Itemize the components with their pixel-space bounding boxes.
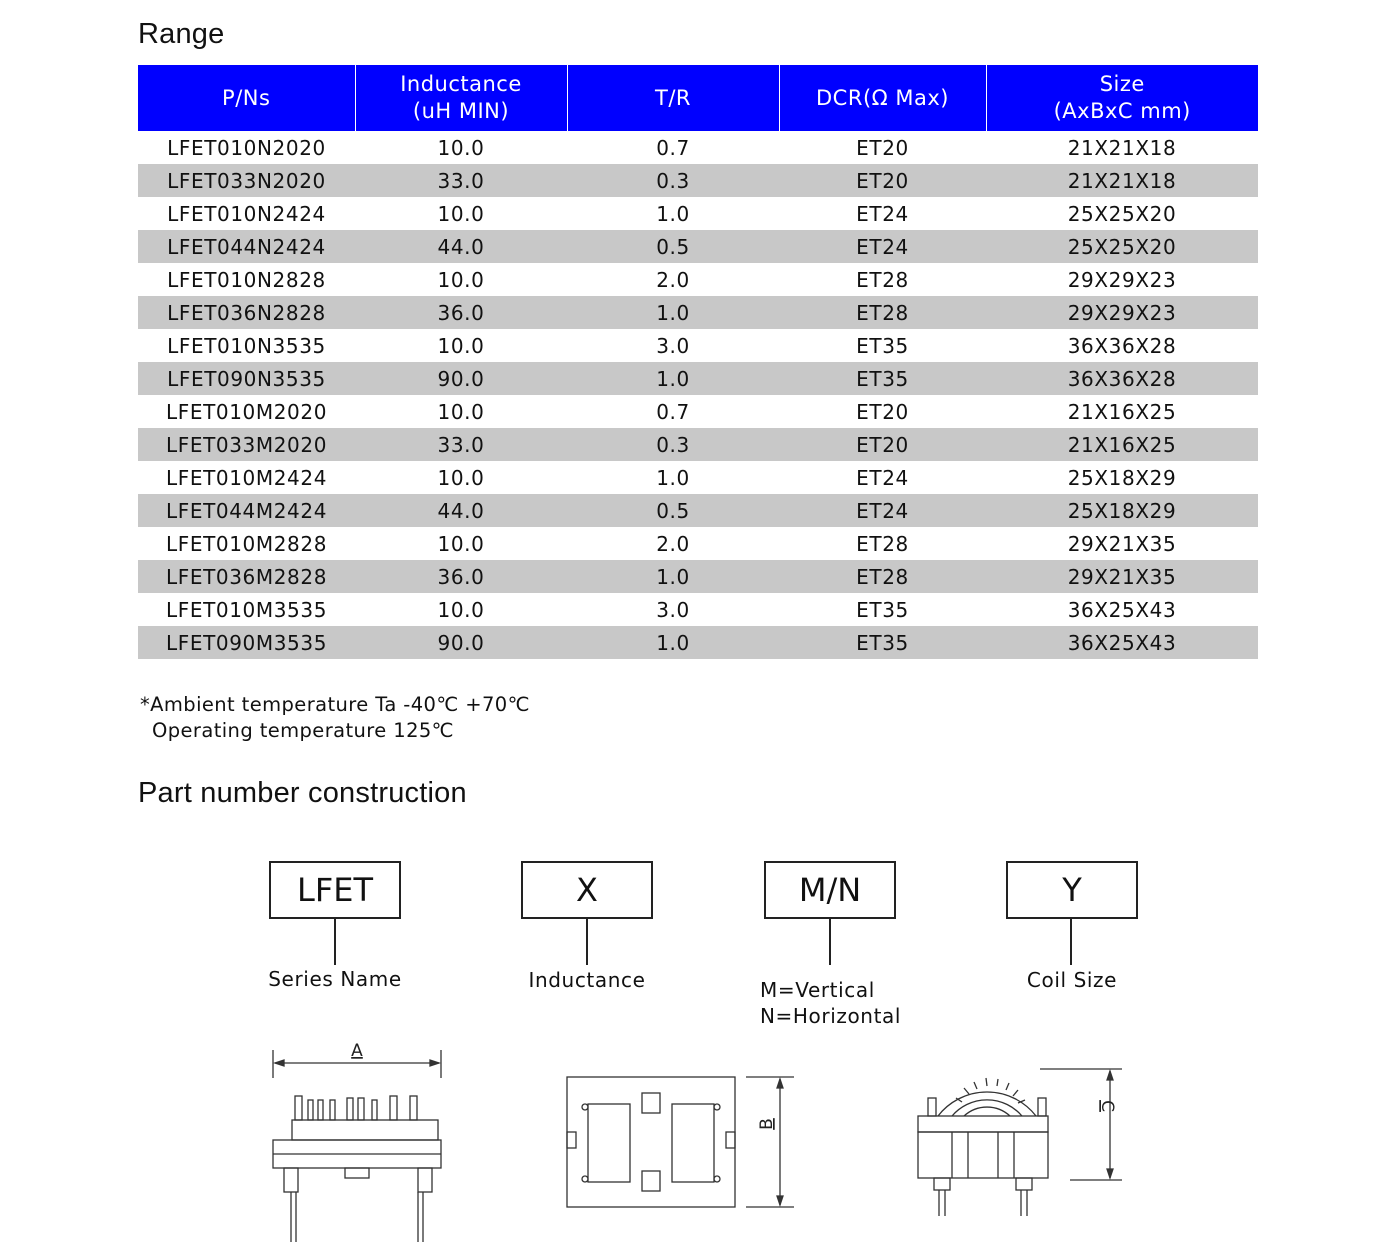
size-cell: 29X29X23 [986, 296, 1258, 329]
tr-cell: 0.5 [567, 230, 779, 263]
dcr-cell: ET24 [779, 494, 986, 527]
inductance-cell: 33.0 [355, 164, 567, 197]
tr-cell: 0.3 [567, 164, 779, 197]
tr-cell: 2.0 [656, 531, 690, 556]
tr-cell: 0.7 [656, 399, 690, 424]
tr-cell: 3.0 [656, 597, 690, 622]
header-pns: P/Ns [138, 65, 355, 131]
size-cell: 29X21X35 [986, 560, 1258, 593]
tr-cell: 1.0 [567, 626, 779, 659]
orientation-code-box: M/N [764, 861, 896, 919]
tr-cell: 0.5 [567, 494, 779, 527]
size-cell: 25X18X29 [1067, 465, 1177, 490]
table-row [138, 593, 1258, 626]
inductance-cell: 36.0 [355, 296, 567, 329]
size-cell: 36X25X43 [1067, 597, 1177, 622]
coil-size-code-box: Y [1006, 861, 1138, 919]
dimension-a-label: A [351, 1041, 363, 1061]
tr-cell: 1.0 [656, 465, 690, 490]
size-cell: 21X16X25 [1067, 399, 1177, 424]
part-number-cell: LFET010M2424 [165, 465, 328, 490]
table-row [138, 395, 1258, 428]
part-number-title: Part number construction [138, 777, 467, 809]
dcr-cell: ET24 [856, 465, 909, 490]
part-number-cell: LFET036N2828 [138, 296, 355, 329]
inductance-cell: 10.0 [437, 597, 485, 622]
header-inductance: Inductance (uH MIN) [355, 65, 567, 131]
front-view-drawing [262, 1036, 452, 1248]
range-table-body [138, 131, 1258, 659]
part-number-cell: LFET044M2424 [138, 494, 355, 527]
size-cell: 36X36X28 [1067, 333, 1177, 358]
part-number-cell: LFET010M2828 [165, 531, 328, 556]
dcr-cell: ET20 [856, 399, 909, 424]
dcr-cell: ET24 [856, 201, 909, 226]
series-name-label: Series Name [268, 967, 402, 991]
dcr-cell: ET28 [779, 296, 986, 329]
operating-temperature-note: Operating temperature 125℃ [152, 719, 454, 742]
inductance-cell: 10.0 [437, 135, 485, 160]
table-row [138, 263, 1258, 296]
inductance-cell: 44.0 [355, 230, 567, 263]
table-row [138, 164, 1258, 197]
size-cell: 21X21X18 [1067, 135, 1177, 160]
size-cell: 21X16X25 [986, 428, 1258, 461]
dcr-cell: ET20 [779, 164, 986, 197]
inductance-cell: 10.0 [437, 399, 485, 424]
size-cell: 21X21X18 [986, 164, 1258, 197]
table-row [138, 230, 1258, 263]
range-title: Range [138, 18, 225, 50]
dcr-cell: ET24 [779, 230, 986, 263]
range-table [138, 65, 1258, 659]
size-cell: 25X18X29 [986, 494, 1258, 527]
table-row [138, 527, 1258, 560]
part-number-cell: LFET010N2424 [167, 201, 326, 226]
table-row [138, 560, 1258, 593]
tr-cell: 3.0 [656, 333, 690, 358]
size-cell: 29X21X35 [1067, 531, 1177, 556]
series-connector-line [334, 918, 336, 965]
size-cell: 25X25X20 [986, 230, 1258, 263]
horizontal-label: N=Horizontal [760, 1004, 902, 1028]
tr-cell: 1.0 [567, 296, 779, 329]
table-row [138, 296, 1258, 329]
tr-cell: 0.3 [567, 428, 779, 461]
dimension-b-label: B [757, 1118, 777, 1130]
tr-cell: 1.0 [656, 201, 690, 226]
inductance-cell: 90.0 [355, 626, 567, 659]
table-row [138, 461, 1258, 494]
inductance-cell: 10.0 [437, 333, 485, 358]
header-tr: T/R [567, 65, 779, 131]
part-number-cell: LFET033M2020 [138, 428, 355, 461]
dcr-cell: ET20 [779, 428, 986, 461]
part-number-cell: LFET036M2828 [138, 560, 355, 593]
series-code-box: LFET [269, 861, 401, 919]
coil-size-connector-line [1070, 918, 1072, 965]
dcr-cell: ET28 [779, 560, 986, 593]
inductance-cell: 36.0 [355, 560, 567, 593]
side-view-drawing [912, 1036, 1132, 1218]
table-row [138, 626, 1258, 659]
dcr-cell: ET28 [856, 531, 909, 556]
tr-cell: 2.0 [656, 267, 690, 292]
tr-cell: 0.7 [656, 135, 690, 160]
top-view-drawing [560, 1036, 800, 1218]
inductance-cell: 44.0 [355, 494, 567, 527]
tr-cell: 1.0 [567, 362, 779, 395]
inductance-code-box: X [521, 861, 653, 919]
part-number-cell: LFET044N2424 [138, 230, 355, 263]
inductance-cell: 10.0 [437, 201, 485, 226]
orientation-connector-line [829, 918, 831, 965]
coil-size-label: Coil Size [1026, 968, 1118, 992]
dcr-cell: ET20 [856, 135, 909, 160]
size-cell: 29X29X23 [1067, 267, 1177, 292]
table-row [138, 494, 1258, 527]
dcr-cell: ET35 [779, 362, 986, 395]
ambient-temperature-note: *Ambient temperature Ta -40℃ +70℃ [140, 693, 530, 716]
tr-cell: 1.0 [567, 560, 779, 593]
size-cell: 36X36X28 [986, 362, 1258, 395]
dcr-cell: ET35 [856, 333, 909, 358]
dcr-cell: ET35 [856, 597, 909, 622]
vertical-label: M=Vertical [760, 978, 875, 1002]
part-number-cell: LFET010N2020 [167, 135, 326, 160]
dcr-cell: ET28 [856, 267, 909, 292]
inductance-cell: 10.0 [437, 465, 485, 490]
part-number-cell: LFET010M2020 [165, 399, 328, 424]
table-row [138, 197, 1258, 230]
dimension-c-label: C [1097, 1100, 1117, 1112]
table-row [138, 131, 1258, 164]
table-row [138, 362, 1258, 395]
dcr-cell: ET35 [779, 626, 986, 659]
inductance-cell: 10.0 [437, 267, 485, 292]
inductance-cell: 90.0 [355, 362, 567, 395]
inductance-label: Inductance [528, 968, 646, 992]
part-number-cell: LFET010N3535 [167, 333, 326, 358]
table-header-row [138, 65, 1258, 131]
table-row [138, 428, 1258, 461]
inductance-cell: 33.0 [355, 428, 567, 461]
part-number-cell: LFET090M3535 [138, 626, 355, 659]
table-row [138, 329, 1258, 362]
part-number-cell: LFET090N3535 [138, 362, 355, 395]
part-number-cell: LFET010N2828 [167, 267, 326, 292]
inductance-cell: 10.0 [437, 531, 485, 556]
part-number-cell: LFET033N2020 [138, 164, 355, 197]
header-size: Size (AxBxC mm) [986, 65, 1258, 131]
size-cell: 36X25X43 [986, 626, 1258, 659]
size-cell: 25X25X20 [1067, 201, 1177, 226]
part-number-cell: LFET010M3535 [165, 597, 328, 622]
inductance-connector-line [586, 918, 588, 965]
header-dcr: DCR(Ω Max) [779, 65, 986, 131]
